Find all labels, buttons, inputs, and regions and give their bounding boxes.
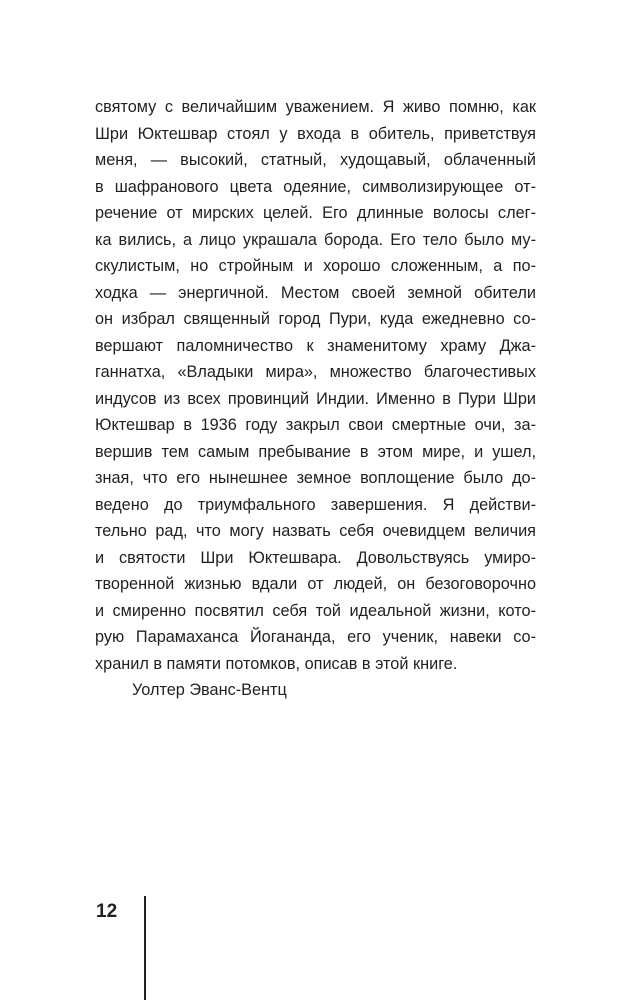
text-line: святому с величайшим уважением. Я живо помню, как — [95, 98, 536, 116]
text-line: он избрал священный город Пури, куда ежедневно со- — [95, 310, 536, 328]
text-line: рую Парамаханса Йогананда, его ученик, навеки со- — [95, 628, 536, 646]
text-line: хранил в памяти потомков, описав в этой книге. — [95, 654, 458, 673]
text-line: вершив тем самым пребывание в этом мире, и ушел, — [95, 442, 536, 461]
body-text — [95, 94, 536, 704]
text-line: Юктешвар в 1936 году закрыл свои смертные очи, за- — [95, 416, 536, 434]
text-line: меня, — высокий, статный, худощавый, облаченный — [95, 151, 536, 169]
text-line: Шри Юктешвар стоял у входа в обитель, приветствуя — [95, 124, 536, 143]
text-line: индусов из всех провинций Индии. Именно в Пури Шри — [95, 389, 536, 408]
author-signature: Уолтер Эванс-Вентц — [132, 681, 287, 699]
text-line: ка вились, а лицо украшала борода. Его тело было му- — [95, 230, 536, 249]
text-line: скулистым, но стройным и хорошо сложенным, а по- — [95, 257, 536, 275]
text-line: тельно рад, что могу назвать себя очевидцем величия — [95, 522, 536, 540]
text-line: творенной жизнью вдали от людей, он безоговорочно — [95, 575, 536, 593]
text-line: ведено до триумфального завершения. Я действи- — [95, 495, 536, 514]
text-line: зная, что его нынешнее земное воплощение было до- — [95, 469, 536, 487]
footer-divider-line — [144, 896, 146, 1000]
text-line: ганнатха, «Владыки мира», множество благочестивых — [95, 363, 536, 381]
text-line: ходка — энергичной. Местом своей земной обители — [95, 283, 536, 302]
text-line: и святости Шри Юктешвара. Довольствуясь умиро- — [95, 548, 536, 567]
page-number: 12 — [96, 901, 118, 922]
text-line: и смиренно посвятил себя той идеальной жизни, кото- — [95, 601, 536, 620]
text-line: в шафранового цвета одеяние, символизирующее от- — [95, 177, 536, 196]
text-line: речение от мирских целей. Его длинные волосы слег- — [95, 204, 536, 222]
text-line: вершают паломничество к знаменитому храму Джа- — [95, 336, 536, 355]
